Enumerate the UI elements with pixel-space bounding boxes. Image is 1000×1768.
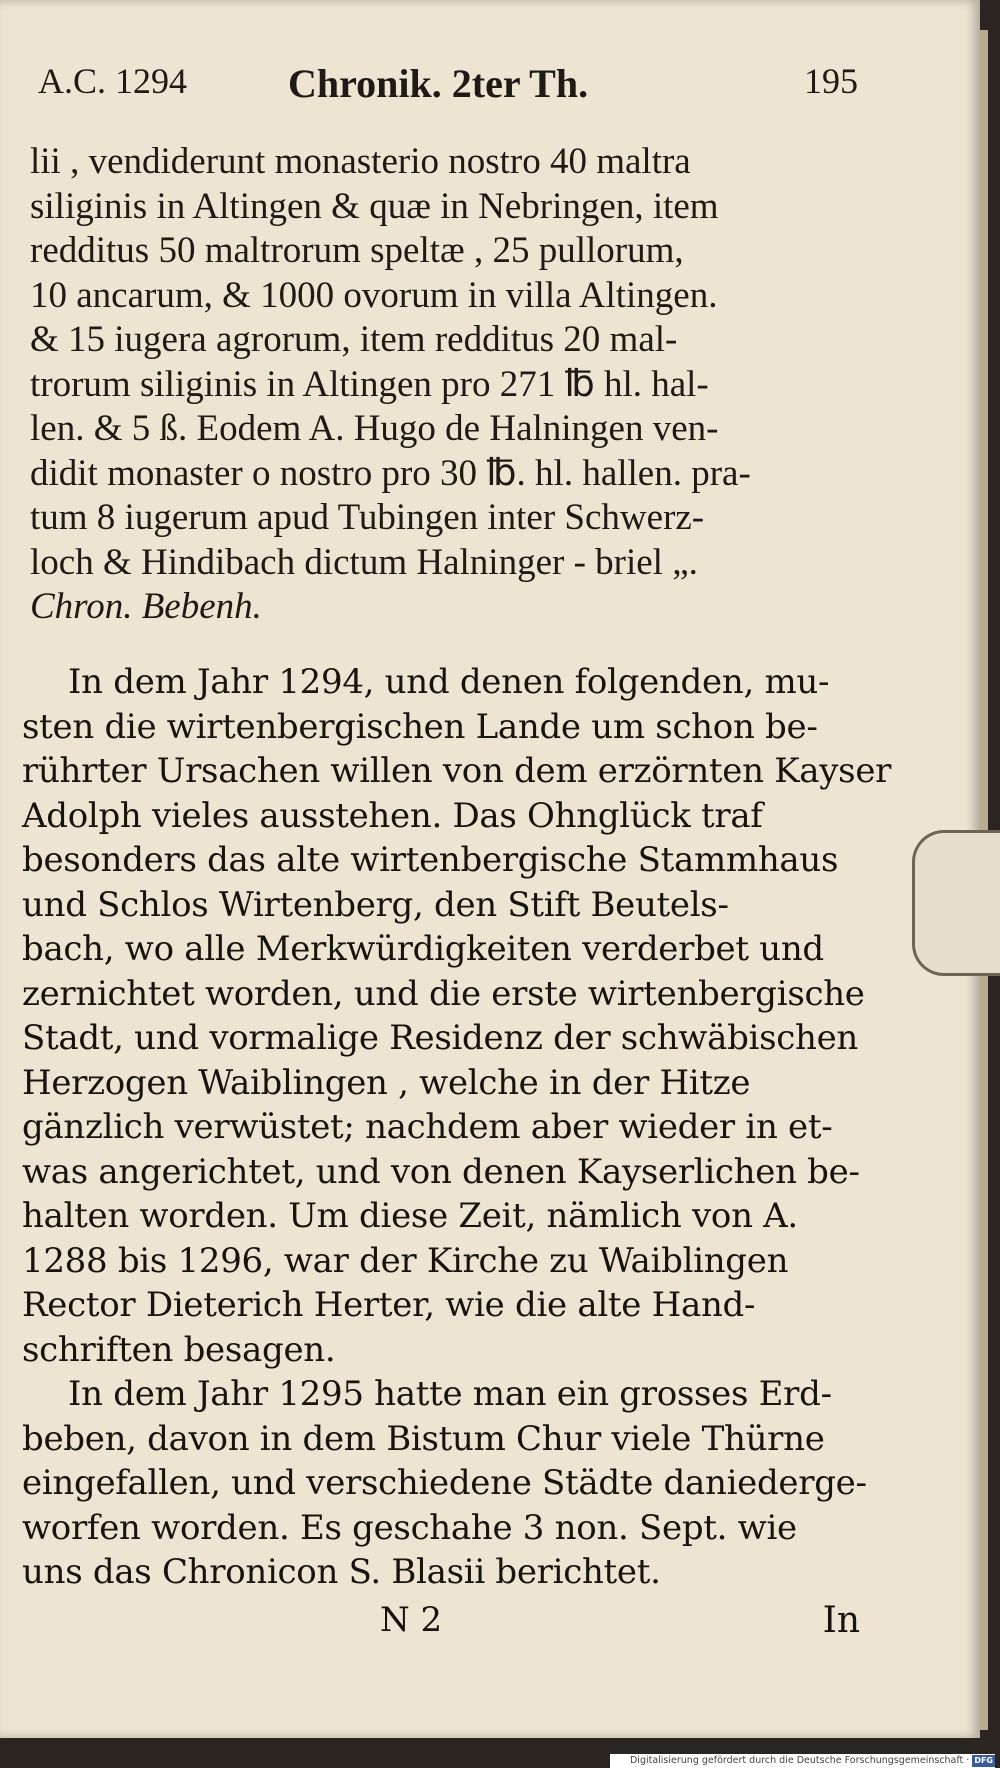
paragraph-line: 1288 bis 1296, war der Kirche zu Waiblingen xyxy=(22,1240,789,1281)
paragraph-line: Stadt, und vormalige Residenz der schwäbischen xyxy=(22,1018,859,1058)
paragraph-line: worfen worden. Es geschahe 3 non. Sept. wie xyxy=(22,1507,797,1548)
paragraph-line: rührter Ursachen willen von dem erzörnten Kayser xyxy=(22,751,892,791)
paragraph-line: sten die wirtenbergischen Lande um schon be- xyxy=(22,706,818,747)
paragraph-line: bach, wo alle Merkwürdigkeiten verderbet und xyxy=(22,929,824,969)
dfg-logo: DFG xyxy=(974,1756,993,1765)
paragraph-line: gänzlich verwüstet; nachdem aber wieder in et- xyxy=(22,1107,833,1147)
paragraph-line: halten worden. Um diese Zeit, nämlich von A. xyxy=(22,1196,798,1236)
latin-quote-block xyxy=(30,140,850,630)
latin-line: trorum siliginis in Altingen pro 271 ℔ hl. hal- xyxy=(30,363,709,405)
latin-line: & 15 iugera agrorum, item redditus 20 mal- xyxy=(30,319,678,360)
catchword: In xyxy=(822,1600,860,1641)
paragraph-line: besonders das alte wirtenbergische Stammhaus xyxy=(22,840,839,880)
paragraph-line: uns das Chronicon S. Blasii berichtet. xyxy=(22,1552,661,1592)
latin-line: redditus 50 maltrorum speltæ , 25 pullorum, xyxy=(30,230,684,271)
page-header xyxy=(38,60,858,110)
paragraph-line: schriften besagen. xyxy=(22,1329,336,1370)
latin-line: 10 ancarum, & 1000 ovorum in villa Altingen. xyxy=(30,274,718,316)
paragraph-line: zernichtet worden, und die erste wirtenbergische xyxy=(22,973,865,1014)
latin-line: loch & Hindibach dictum Halninger - briel „. xyxy=(30,541,698,583)
page-clip xyxy=(912,830,1000,976)
paragraph-line: eingefallen, und verschiedene Städte daniederge- xyxy=(22,1463,867,1503)
paragraph-line: Rector Dieterich Herter, wie die alte Hand- xyxy=(22,1285,756,1325)
german-body-text xyxy=(22,660,892,1595)
latin-line: tum 8 iugerum apud Tubingen inter Schwerz- xyxy=(30,497,705,538)
latin-source-citation: Chron. Bebenh. xyxy=(30,586,262,627)
header-year: A.C. 1294 xyxy=(38,61,188,101)
paragraph-line: Adolph vieles ausstehen. Das Ohnglück traf xyxy=(22,795,763,836)
dfg-attribution xyxy=(610,1754,995,1768)
latin-line: lii , vendiderunt monasterio nostro 40 maltra xyxy=(30,141,691,182)
paragraph-line: und Schlos Wirtenberg, den Stift Beutels- xyxy=(22,884,729,925)
paragraph-line: Herzogen Waiblingen , welche in der Hitze xyxy=(22,1062,751,1103)
paragraph-line: was angerichtet, und von denen Kayserlichen be- xyxy=(22,1151,860,1192)
latin-line: siliginis in Altingen & quæ in Nebringen, item xyxy=(30,185,719,227)
attribution-text: Digitalisierung gefördert durch die Deutsche Forschungsgemeinschaft · xyxy=(629,1755,970,1766)
latin-line: len. & 5 ß. Eodem A. Hugo de Halningen ven- xyxy=(30,408,719,449)
latin-line: didit monaster o nostro pro 30 ℔. hl. hallen. pra- xyxy=(30,452,751,494)
page-footer xyxy=(380,1600,860,1650)
paragraph-line: In dem Jahr 1294, und denen folgenden, mu- xyxy=(68,662,830,702)
paragraph-line: beben, davon in dem Bistum Chur viele Thürne xyxy=(22,1418,825,1459)
header-title: Chronik. 2ter Th. xyxy=(288,61,589,106)
signature-mark: N 2 xyxy=(380,1600,443,1640)
paragraph-line: In dem Jahr 1295 hatte man ein grosses Erd- xyxy=(68,1374,832,1414)
page-number: 195 xyxy=(804,61,858,101)
